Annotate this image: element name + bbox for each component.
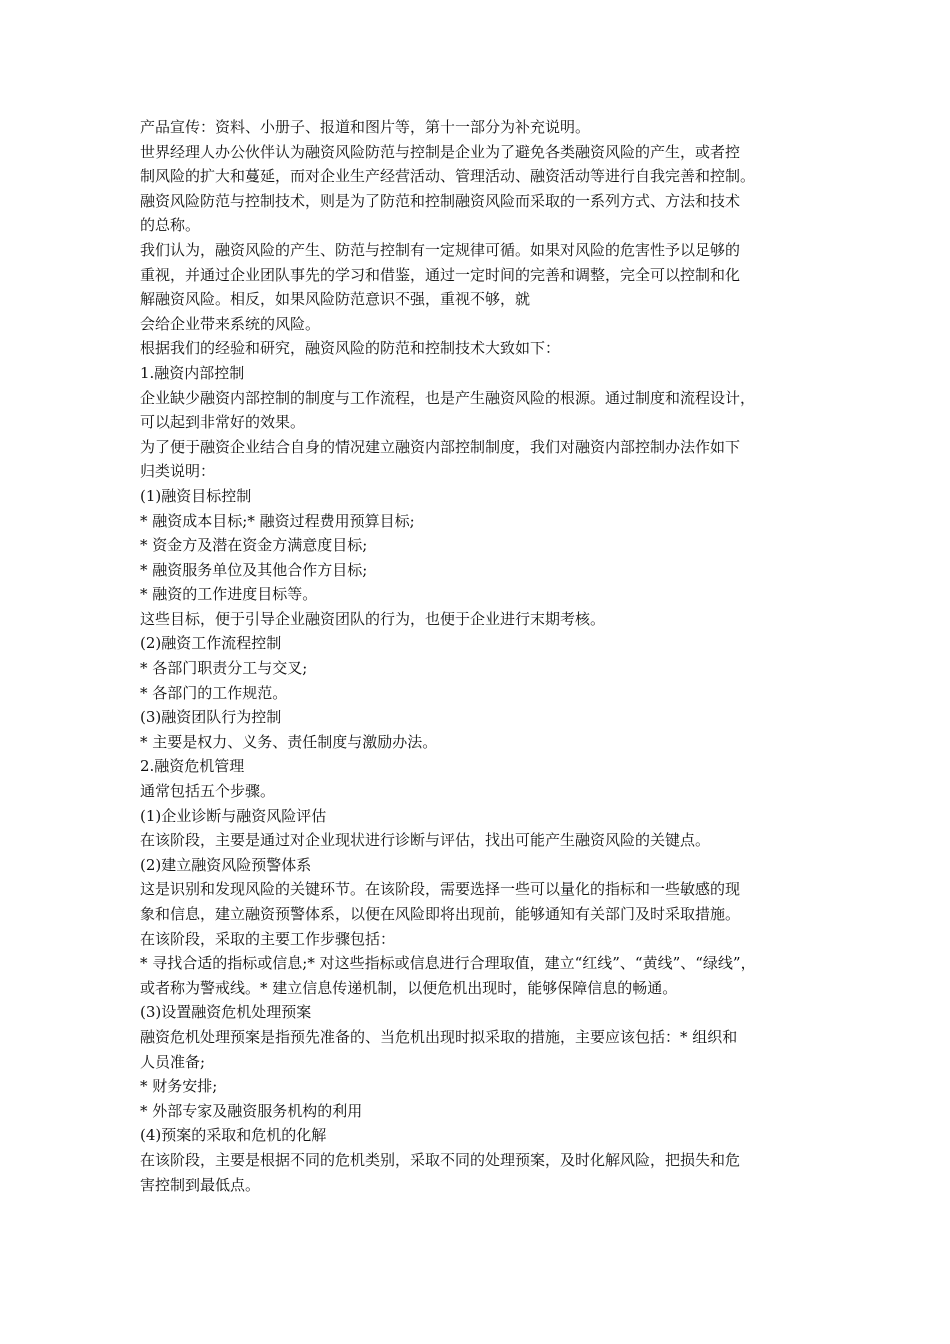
text-line: 2.融资危机管理 [140, 757, 245, 776]
text-line: * 外部专家及融资服务机构的利用 [140, 1101, 363, 1120]
text-line: (1)融资目标控制 [140, 486, 252, 505]
text-line: * 寻找合适的指标或信息;* 对这些指标或信息进行合理取值，建立“红线”、“黄线”、“绿线”， [140, 954, 756, 973]
text-line: (2)融资工作流程控制 [140, 634, 282, 653]
text-line: (3)设置融资危机处理预案 [140, 1003, 312, 1022]
text-line: * 融资成本目标;* 融资过程费用预算目标; [140, 511, 415, 530]
text-line: * 各部门职责分工与交叉; [140, 659, 308, 678]
text-line: 的总称。 [140, 216, 201, 235]
text-line: 产品宣传：资料、小册子、报道和图片等，第十一部分为补充说明。 [140, 118, 591, 136]
text-line: 象和信息，建立融资预警体系，以便在风险即将出现前，能够通知有关部门及时采取措施。 [140, 905, 741, 923]
text-line: 这些目标，便于引导企业融资团队的行为，也便于企业进行末期考核。 [140, 609, 606, 628]
text-line: 在该阶段，采取的主要工作步骤包括： [140, 929, 396, 948]
text-line: 在该阶段，主要是根据不同的危机类别，采取不同的处理预案，及时化解风险，把损失和危 [140, 1150, 741, 1169]
text-line: (2)建立融资风险预警体系 [140, 855, 312, 874]
text-line: 害控制到最低点。 [140, 1175, 261, 1194]
text-line: * 主要是权力、义务、责任制度与激励办法。 [140, 732, 438, 751]
text-line: 1.融资内部控制 [140, 363, 245, 382]
text-line: (3)融资团队行为控制 [140, 708, 282, 727]
text-line: 归类说明： [140, 462, 216, 481]
text-line: 解融资风险。相反，如果风险防范意识不强，重视不够，就 [140, 290, 531, 309]
text-line: 制风险的扩大和蔓延，而对企业生产经营活动、管理活动、融资活动等进行自我完善和控制。 [140, 167, 756, 186]
text-line: * 财务安排; [140, 1077, 218, 1096]
text-line: 人员准备; [140, 1052, 206, 1071]
text-line: 通常包括五个步骤。 [140, 782, 276, 801]
text-line: 我们认为，融资风险的产生、防范与控制有一定规律可循。如果对风险的危害性予以足够的 [140, 240, 741, 259]
text-line: (4)预案的采取和危机的化解 [140, 1126, 327, 1145]
text-line: 或者称为警戒线。* 建立信息传递机制，以便危机出现时，能够保障信息的畅通。 [140, 978, 678, 997]
text-line: * 融资服务单位及其他合作方目标; [140, 560, 368, 579]
text-line: 在该阶段，主要是通过对企业现状进行诊断与评估，找出可能产生融资风险的关键点。 [140, 831, 711, 850]
text-line: 为了便于融资企业结合自身的情况建立融资内部控制制度，我们对融资内部控制办法作如下 [140, 437, 741, 456]
document-body [140, 115, 820, 1197]
text-line: 企业缺少融资内部控制的制度与工作流程，也是产生融资风险的根源。通过制度和流程设计， [140, 388, 756, 407]
text-line: 融资危机处理预案是指预先准备的、当危机出现时拟采取的措施，主要应该包括：* 组织和 [140, 1027, 738, 1046]
text-line: 可以起到非常好的效果。 [140, 413, 306, 432]
text-line: 世界经理人办公伙伴认为融资风险防范与控制是企业为了避免各类融资风险的产生，或者控 [140, 142, 741, 161]
text-line: 融资风险防范与控制技术，则是为了防范和控制融资风险而采取的一系列方式、方法和技术 [140, 191, 741, 210]
text-line: 会给企业带来系统的风险。 [140, 314, 321, 333]
text-line: 这是识别和发现风险的关键环节。在该阶段，需要选择一些可以量化的指标和一些敏感的现 [140, 880, 741, 899]
text-line: 重视，并通过企业团队事先的学习和借鉴，通过一定时间的完善和调整，完全可以控制和化 [140, 265, 741, 284]
text-line: (1)企业诊断与融资风险评估 [140, 806, 327, 825]
text-line: * 资金方及潜在资金方满意度目标; [140, 536, 368, 555]
text-line: * 融资的工作进度目标等。 [140, 585, 318, 604]
text-line: * 各部门的工作规范。 [140, 683, 288, 702]
text-line: 根据我们的经验和研究，融资风险的防范和控制技术大致如下： [140, 339, 561, 358]
